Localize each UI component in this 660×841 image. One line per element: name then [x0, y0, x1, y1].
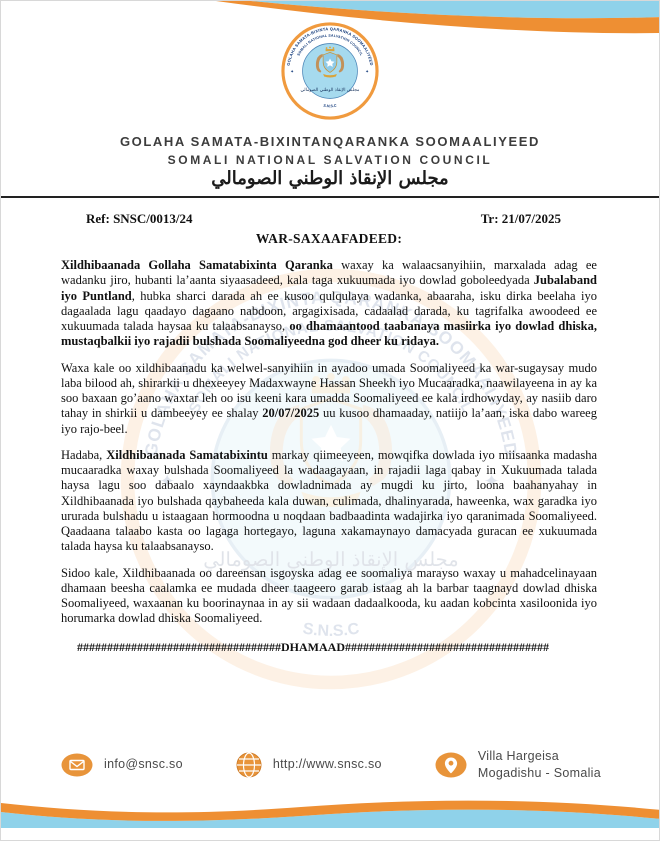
- email-contact: [61, 753, 183, 777]
- location-pin-icon: [435, 752, 467, 778]
- org-name-arabic: مجلس الإنقاذ الوطني الصومالي: [211, 168, 449, 189]
- email-address: info@snsc.so: [104, 757, 183, 772]
- globe-icon: [236, 752, 262, 778]
- website-contact: [236, 752, 382, 778]
- header-divider: [1, 196, 659, 198]
- address-line-2: Mogadishu - Somalia: [477, 765, 601, 780]
- address-line-1: Villa Hargeisa: [477, 749, 559, 763]
- paragraph-4: Sidoo kale, Xildhibaanada oo dareensan isgoyska adag ee soomaliya marayso waxay u mahadcelinayaan dhamaan beesha caalamka ee mudada dheer taageero garab istaag ah la barbar taagnayd dowlad dhiska Soomaliyeed, waxaanan ku boorinaynaa in ay sii wadaan dadaalkooda, ku aadan kobcinta xasiloonida iyo horumarka dowlad dhiska Soomaliyeed.: [61, 565, 597, 626]
- date: Tr: 21/07/2025: [480, 211, 561, 226]
- paragraph-3: Hadaba, Xildhibaanada Samatabixintu markay qiimeeyeen, mowqifka dowlada iyo miisaanka madasha mucaaradka waxay bulshada Soomaliyeed la wadaagayaan, in rajadii laga qabay in Xukuumada talada haysa lagu soo dabaalo xayndaakbka dowladnimada ay mugdi ku jirto, loona baahanyahay in Xildhibaanada iyo bulshada qaybaheeda kala duwan, culimada, dhalinyarada, haweenka, wax garadka iyo ururada bulshadu u istaagaan hormoodna u noqdaan badbaadinta wadajirka iyo qaranimada Soomaliyeed. Qaadaana talaabo kasta oo lagaga hortegayo, laguna xakamaynayo damacyada guracan ee xukuumada talada haysa ku talaabsanayso.: [61, 447, 598, 554]
- envelope-icon: [61, 753, 93, 777]
- meta-row: [61, 211, 597, 227]
- contact-footer: [1, 748, 659, 782]
- website-url: http://www.snsc.so: [272, 757, 382, 772]
- document-title: WAR-SAXAAFADEED:: [255, 231, 403, 246]
- org-name-somali: GOLAHA SAMATA-BIXINTANQARANKA SOOMAALIYEED: [119, 134, 541, 149]
- org-name-english: SOMALI NATIONAL SALVATION COUNCIL: [167, 153, 493, 167]
- address-text: [478, 748, 601, 782]
- address-contact: [435, 748, 601, 782]
- letter-body: [1, 211, 659, 655]
- reference-number: Ref: SNSC/0013/24: [86, 211, 193, 226]
- snsc-seal-logo: [281, 22, 379, 120]
- paragraph-1: Xildhibaanada Gollaha Samatabixinta Qaranka waxay ka walaacsanyihiin, marxalada adag ee wadanku jiro, hubanti la’aanta siyaasadeed, kala taga xukuumada iyo dowlad goboleedyada Jubalaband iyo Puntland, hubka sharci darada ah ee kusoo qulqulaya wadanka, abaaraha, isku dirka beelaha iyo dagaalada lagu qaadayo dagaano nabdoon, argagixisada, cadaalad darada, ku tagrifalka awoodeed ee xukuumada talada haysaa ku talaabsanayso, oo dhamaantood taabanaya masiirka iyo dowlad dhiska, mustaqbalkii iyo rajadii bulshada Soomaliyeedna god dheer ku ridaya.: [61, 258, 597, 349]
- end-of-document-marker: ##################################DHAMAAD##################################: [77, 639, 549, 654]
- paragraph-2: Waxa kale oo xildhibaanadu ka welwel-sanyihiin in ayadoo umada Soomaliyeed ka war-sugaysay mudo laba bilood ah, shirarkii u dhexeeyey Madaxwayne Hassan Sheekh iyo Mucaaradka, naawilayeena in ay ka soo baxaan go’aano waxtar leh oo isu keeni kara umadda Soomaliyeed ee kala irdhowyday, ay nasiib daro tahay in shirkii u dambeeyey ee shalay 20/07/2025 uu kusoo dhamaaday, natiijo la’aan, iska dabo wareeg iyo rajo-beel.: [61, 360, 597, 436]
